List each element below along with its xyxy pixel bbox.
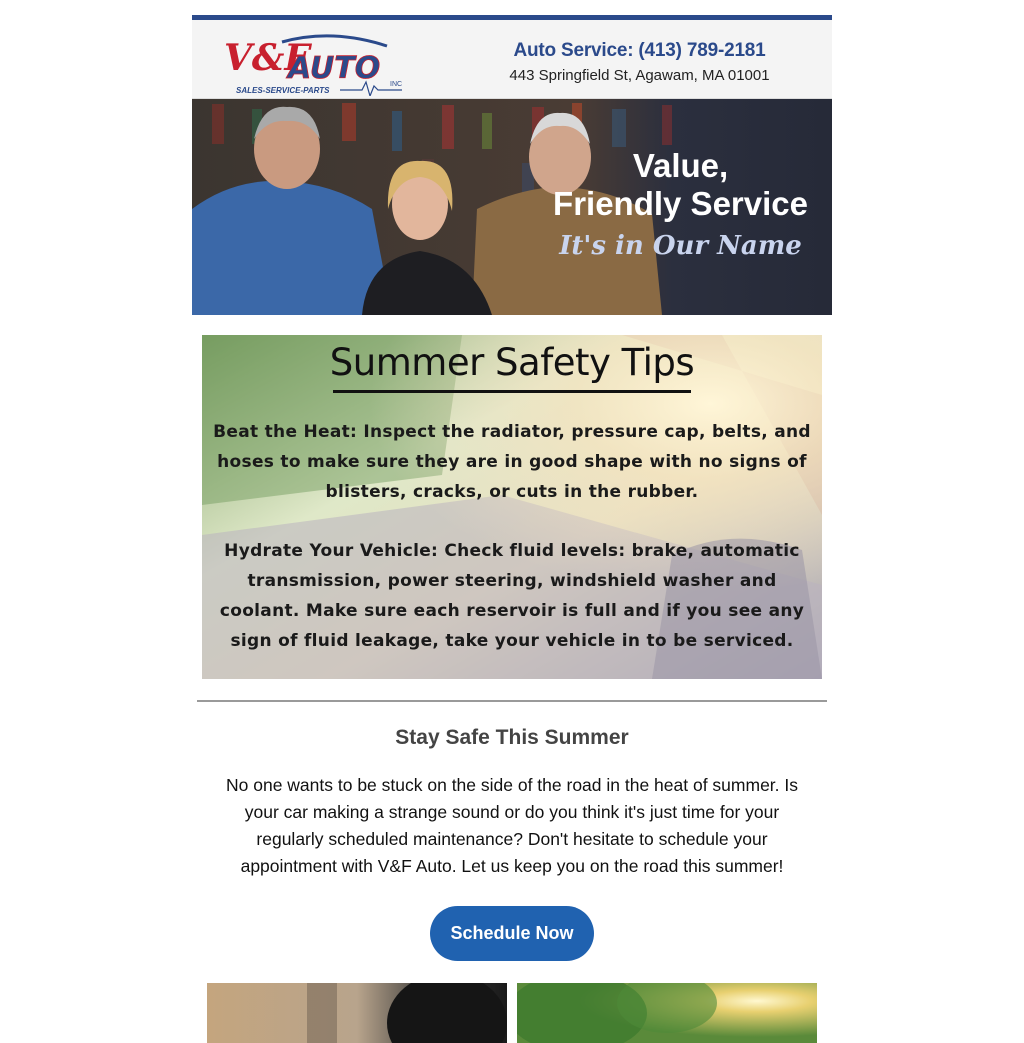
hero-banner	[192, 99, 832, 315]
section-title: Stay Safe This Summer	[395, 726, 629, 749]
schedule-now-button[interactable]: Schedule Now	[430, 906, 594, 961]
thumbnail-row	[192, 983, 832, 1043]
logo-mark: V&F	[224, 37, 310, 79]
tip-hydrate-vehicle: Hydrate Your Vehicle: Check fluid levels: brake, automatic transmission, power steering, windshield washer and coolant. Make sure each reservoir is full and if you see any sign of fluid leakage, take your vehicle in to be serviced.	[219, 541, 805, 651]
sunny-road-photo-thumbnail[interactable]	[517, 983, 817, 1043]
vf-auto-logo[interactable]	[222, 30, 407, 96]
section-divider	[197, 700, 827, 702]
cta-wrapper	[192, 906, 832, 961]
contact-info	[447, 20, 832, 84]
section-body: No one wants to be stuck on the side of the road in the heat of summer. Is your car making a strange sound or do you think it's just time for your regularly scheduled maintenance? Don't hesitate to schedule your appointment with V&F Auto. Let us keep you on the road this summer!	[226, 775, 798, 876]
logo-tagline: SALES-SERVICE-PARTS	[236, 86, 330, 95]
service-phone[interactable]: Auto Service: (413) 789-2181	[513, 40, 766, 61]
hero-tagline	[553, 147, 808, 261]
tips-title-underline	[333, 390, 691, 393]
tips-title: Summer Safety Tips	[329, 341, 695, 384]
tips-text	[202, 335, 822, 656]
logo-word: AUTO	[288, 51, 381, 86]
summer-safety-tips-card	[202, 335, 822, 679]
tagline-line-3: It's in Our Name	[559, 231, 802, 261]
tagline-line-2: Friendly Service	[553, 185, 808, 222]
email-header	[192, 20, 832, 99]
tagline-line-1: Value,	[632, 147, 729, 184]
shop-address: 443 Springfield St, Agawam, MA 01001	[509, 67, 770, 84]
tire-photo-thumbnail[interactable]	[207, 983, 507, 1043]
logo-suffix: INC	[390, 81, 403, 88]
tip-beat-the-heat: Beat the Heat: Inspect the radiator, pressure cap, belts, and hoses to make sure they are in good shape with no signs of blisters, cracks, or cuts in the rubber.	[213, 422, 811, 502]
email-container	[192, 15, 832, 1043]
